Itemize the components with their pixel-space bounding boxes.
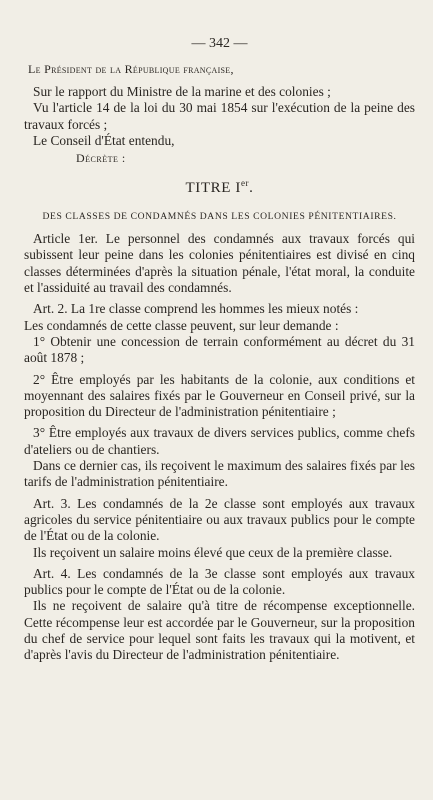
preamble-paragraph-1: Sur le rapport du Ministre de la marine et des colonies ; bbox=[33, 84, 331, 99]
article-2-continuation: Les condamnés de cette classe peuvent, sur leur demande : bbox=[24, 317, 339, 333]
title-label: TITRE I bbox=[185, 180, 241, 197]
preamble-paragraph-3: Le Conseil d'État entendu, bbox=[33, 132, 175, 148]
article-2-item-1: 1° Obtenir une concession de terrain conformément au décret du 31 août 1878 ; bbox=[24, 333, 415, 366]
section-title: DES CLASSES DE CONDAMNÉS DANS LES COLONIES PÉNITENTIAIRES. bbox=[42, 211, 397, 223]
decree-heading: Décrète : bbox=[76, 151, 126, 166]
article-2-item-2: 2° Être employés par les habitants de la colonie, aux conditions et moyennant des salaires fixés par le Gouverneur en Conseil privé, sur la proposition du Directeur de l'administration pénitentiaire ; bbox=[24, 371, 415, 420]
article-3: Art. 3. Les condamnés de la 2e classe sont employés aux travaux agricoles du service pénitentiaire ou aux travaux publics pour le compte de l'État ou de la colonie. bbox=[24, 495, 415, 544]
title-superscript: er bbox=[240, 178, 250, 189]
article-3-note: Ils reçoivent un salaire moins élevé que ceux de la première classe. bbox=[33, 544, 393, 560]
preamble-heading: Le Président de la République française, bbox=[28, 62, 234, 76]
title-suffix: . bbox=[249, 180, 254, 197]
page-number: — 342 — bbox=[191, 36, 248, 51]
preamble-paragraph-2: Vu l'article 14 de la loi du 30 mai 1854 sur l'exécution de la peine des travaux forcés ; bbox=[24, 100, 415, 132]
article-4-note: Ils ne reçoivent de salaire qu'à titre de récompense exceptionnelle. Cette récompense leur est accordée par le Gouverneur, sur la proposition du chef de service pour lequel sont faits les travaux qui la motivent, et d'après l'avis du Directeur de l'administration pénitentiaire. bbox=[24, 598, 415, 663]
article-2-item-3: 3° Être employés aux travaux de divers services publics, comme chefs d'ateliers ou de chantiers. bbox=[24, 425, 415, 457]
article-2: Art. 2. La 1re classe comprend les hommes les mieux notés : bbox=[33, 301, 359, 317]
article-2-note: Dans ce dernier cas, ils reçoivent le maximum des salaires fixés par les tarifs de l'administration pénitentiaire. bbox=[24, 458, 415, 490]
article-1: Article 1er. Le personnel des condamnés aux travaux forcés qui subissent leur peine dans les colonies pénitentiaires est divisé en cinq classes déterminées d'après la situation pénale, l'état moral, la conduite et l'assiduité au travail des condamnés. bbox=[24, 231, 415, 296]
title-heading bbox=[24, 178, 415, 197]
article-4: Art. 4. Les condamnés de la 3e classe sont employés aux travaux publics pour le compte de l'État ou de la colonie. bbox=[24, 565, 415, 598]
